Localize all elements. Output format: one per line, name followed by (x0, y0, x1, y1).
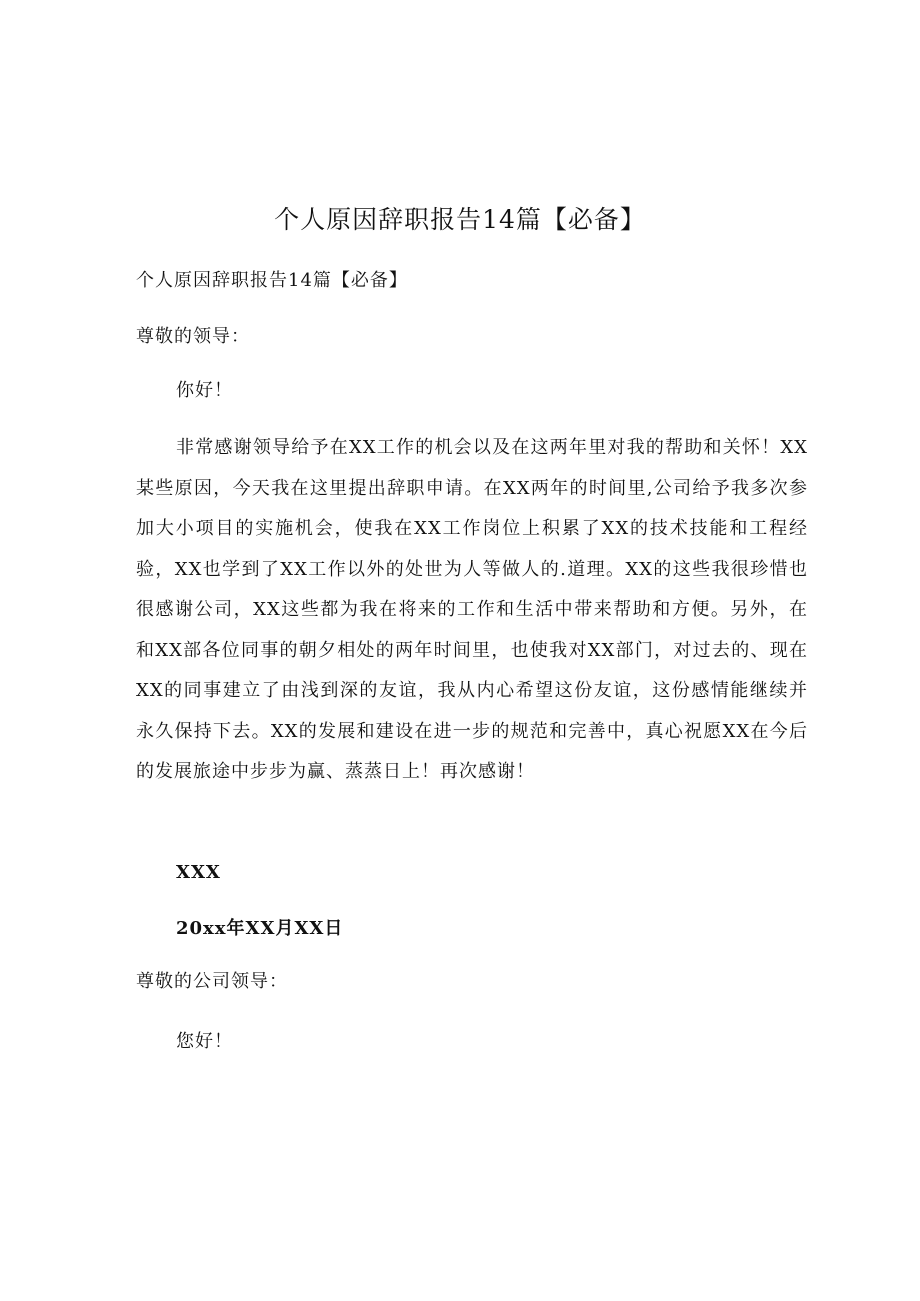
salutation-company-leader: 尊敬的公司领导： (136, 971, 288, 992)
document-subtitle: 个人原因辞职报告14篇【必备】 (136, 270, 408, 291)
signature-date: 20xx年XX月XX日 (176, 918, 344, 939)
signature-name: XXX (176, 862, 221, 883)
salutation-leader: 尊敬的领导： (136, 326, 250, 347)
document-title: 个人原因辞职报告14篇【必备】 (274, 205, 646, 234)
greeting-hello: 你好！ (176, 380, 233, 401)
body-paragraph: 非常感谢领导给予在XX工作的机会以及在这两年里对我的帮助和关怀！XX某些原因，今天我在这里提出辞职申请。在XX两年的时间里,公司给予我多次参加大小项目的实施机会，使我在XX工作岗位上积累了XX的技术技能和工程经验，XX也学到了XX工作以外的处世为人等做人的.道理。XX的这些我很珍惜也很感谢公司，XX这些都为我在将来的工作和生活中带来帮助和方便。另外，在和XX部各位同事的朝夕相处的两年时间里，也使我对XX部门，对过去的、现在XX的同事建立了由浅到深的友谊，我从内心希望这份友谊，这份感情能继续并永久保持下去。XX的发展和建设在进一步的规范和完善中，真心祝愿XX在今后的发展旅途中步步为赢、蒸蒸日上！再次感谢！ (136, 437, 808, 782)
greeting-respectful: 您好！ (176, 1031, 233, 1052)
